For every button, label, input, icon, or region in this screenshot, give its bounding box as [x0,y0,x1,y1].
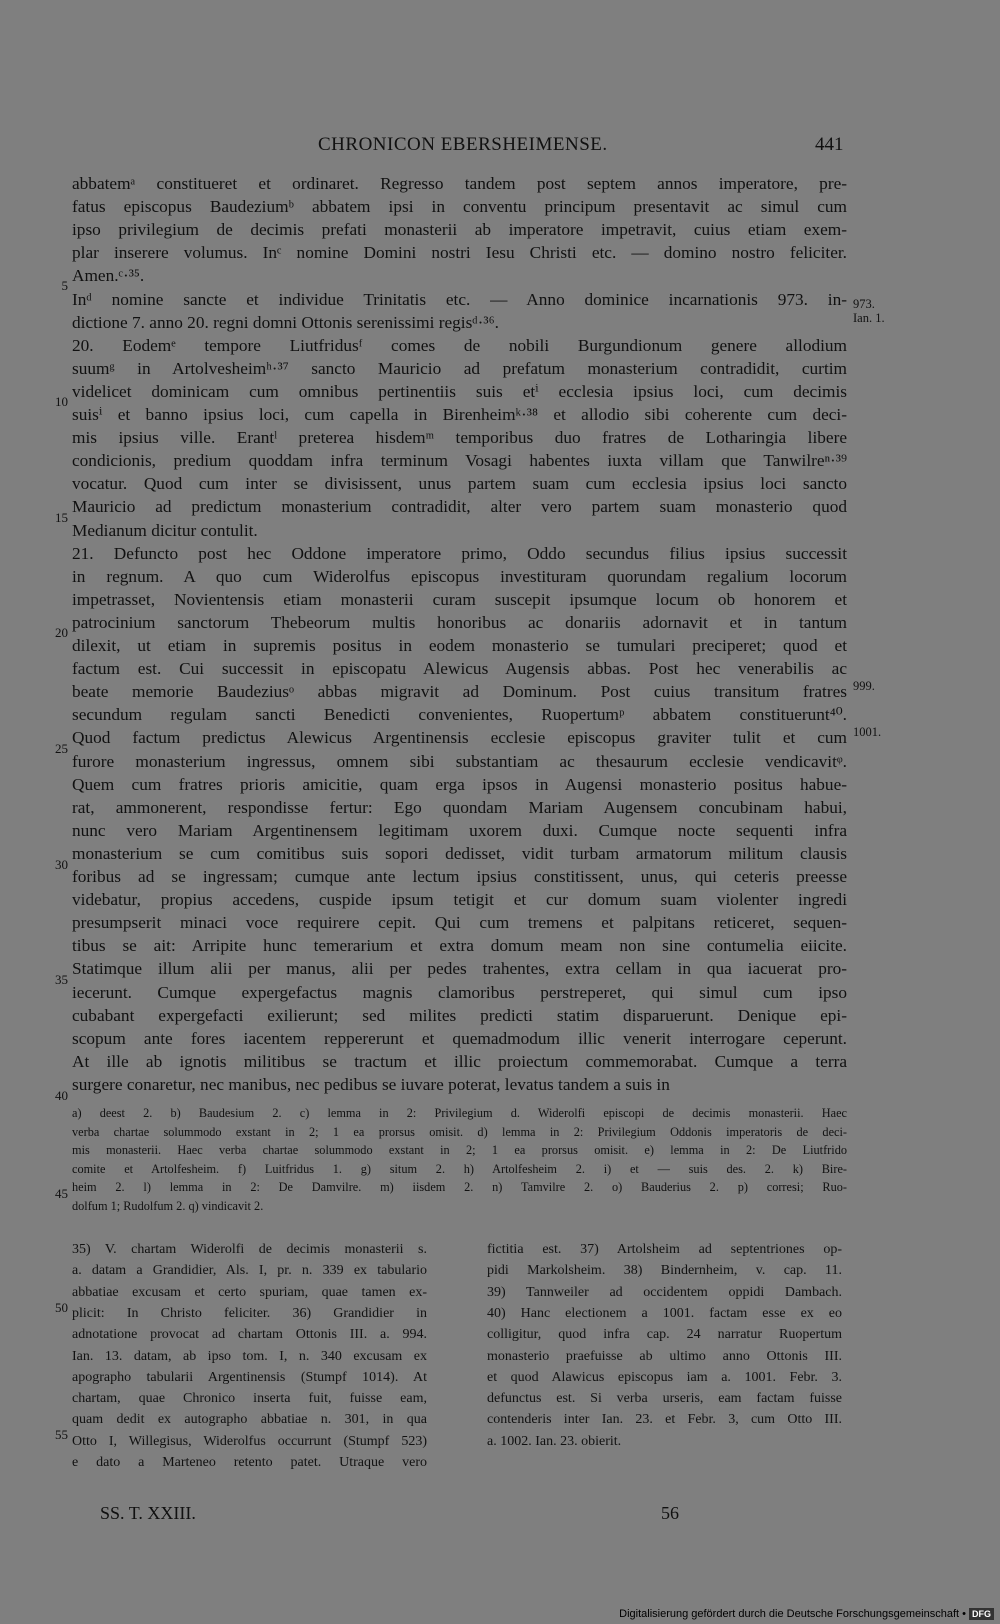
text-line: foribus ad se ingressam; cumque ante lectum ipsius constitissent, unus, qui ceteris preesse [72,867,847,886]
note-line: Ian. 13. datam, ab ipso tom. I, n. 340 excusam ex [72,1348,427,1364]
margin-date: Ian. 1. [853,311,885,325]
volume-signature: SS. T. XXIII. [100,1503,196,1523]
running-header [0,134,1000,158]
credit-text: Digitalisierung gefördert durch die Deutsche Forschungsgemeinschaft • [619,1608,966,1620]
text-line: Statimque illum alii per manus, alii per pedes trahentes, extra cellam in qua iacuerat pro- [72,959,847,979]
text-line: scopum ante fores iacentem reppererunt et quemadmodum illic venerit interrogare ceperunt. [72,1028,847,1048]
note-line: 35) V. chartam Widerolfi de decimis monasterii s. [72,1242,427,1257]
text-line: iecerunt. Cumque expergefactus magnis clamoribus perstreperet, qui simul cum ipso [72,982,847,1002]
apparatus-line: a) deest 2. b) Baudesium 2. c) lemma in 2: Privilegium d. Widerolfi episcopi de decimis monasterii. Haec [72,1106,847,1120]
text-line: videbatur, propius accedens, cuspide ipsum tetigit et cur domum suam violenter ingredi [72,890,847,910]
note-line: et quod Alawicus episcopus iam a. 1001. Febr. 3. [487,1369,842,1385]
page-number: 441 [815,134,844,155]
line-number: 5 [61,278,68,293]
note-line: 39) Tannweiler ad occidentem oppidi Dambach. [487,1284,842,1300]
text-line: vocatur. Quod cum inter se divisissent, unus partem suam cum ecclesia ipsius loci sancto [72,474,847,494]
apparatus-line: mis monasterii. Haec verba chartae solummodo exstant in 2; 1 ea prorsus omisit. e) lemma in 2: De Liutfrido [72,1143,847,1157]
note-line: a. 1002. Ian. 23. obierit. [487,1433,622,1449]
note-line: plicit: In Christo feliciter. 36) Grandidier in [72,1305,427,1321]
line-number: 45 [55,1186,68,1201]
text-line: abbatemᵃ constitueret et ordinaret. Regresso tandem post septem annos imperatore, pre- [72,174,847,193]
note-line: e dato a Marteneo retento patet. Utraque vero [72,1455,427,1470]
line-number: 25 [55,741,68,756]
line-number: 35 [55,972,68,987]
note-line: monasterio praefuisse ab ultimo anno Ottonis III. [487,1348,842,1364]
text-line: secundum regulam sancti Benedicti convenientes, Ruopertumᵖ abbatem constituerunt⁴⁰. [72,705,847,725]
text-line: mis ipsius ville. Erantˡ preterea hisdemᵐ temporibus duo fratres de Lotharingia libere [72,428,847,448]
text-line: suumᵍ in Artolvesheimʰ·³⁷ sancto Mauricio ad prefatum monasterium contradidit, curtim [72,358,847,378]
note-line: contenderis inter Ian. 23. et Febr. 3, cum Otto III. [487,1412,842,1428]
line-number: 55 [55,1427,68,1442]
text-line: Medianum dicitur contulit. [72,520,258,540]
line-number: 50 [55,1300,68,1315]
text-line: Quem cum fratres prioris amicitie, quam erga ipsos in Augensi monasterio positus habue- [72,774,847,794]
text-line: Amen.ᶜ·³⁵. [72,266,145,286]
text-line: At ille ab ignotis militibus se tractum et illic proiectum commemorabat. Cumque a terra [72,1051,847,1071]
running-title: CHRONICON EBERSHEIMENSE. [318,134,608,155]
text-line: presumpserit minaci voce requirere cepit. Qui cum tremens et palpitans reticeret, sequen- [72,913,847,933]
text-line: plar inserere volumus. Inᶜ nomine Domini nostri Iesu Christi etc. — domino nostro feliciter. [72,243,847,263]
text-line: Quod factum predictus Alewicus Argentinensis ecclesie episcopus graviter tulit et cum [72,728,847,748]
text-line: in regnum. A quo cum Widerolfus episcopus investituram quorundam regalium locorum [72,566,847,586]
note-line: 40) Hanc electionem a 1001. factam esse ex eo [487,1305,842,1321]
note-line: apographo tabularii Argentinensis (Stumpf 1014). At [72,1369,427,1385]
note-line: quam dedit ex autographo abbatiae n. 301, in qua [72,1412,427,1428]
line-number: 40 [55,1088,68,1103]
dfg-logo: DFG [969,1608,994,1620]
note-line: fictitia est. 37) Artolsheim ad septentriones op- [487,1242,842,1257]
text-line: videlicet dominicam cum omnibus pertinentiis suis etⁱ ecclesia ipsius loci, cum decimis [72,381,847,401]
note-line: a. datam a Grandidier, Als. I, pr. n. 339 ex tabulario [72,1263,427,1279]
text-line: monasterium se cum comitibus suis sopori dedisset, vidit turbam armatorum militum clausis [72,843,847,863]
line-number: 20 [55,625,68,640]
note-line: adnotatione provocat ad chartam Ottonis III. a. 994. [72,1327,427,1343]
text-line: condicionis, predium quoddam infra terminum Vosagi habentes iuxta villam que Tanwilreⁿ·³⁹ [72,451,847,471]
text-line: furore monasterium ingressus, omnem sibi substantiam ac thesaurum ecclesie vendicavitᵠ. [72,751,847,771]
text-line: Mauricio ad predictum monasterium contradidit, alter vero partem suam monasterio quod [72,497,847,517]
line-number: 30 [55,857,68,872]
note-line: pidi Markolsheim. 38) Bindernheim, v. cap. 11. [487,1263,842,1279]
text-line: surgere conaretur, nec manibus, nec pedibus se iuvare poterat, levatus tandem a suis in [72,1074,670,1094]
note-line: chartam, quae Chronico inserta fuit, fuisse eam, [72,1391,427,1407]
text-line: impetrasset, Novientensis etiam monasterii curam suscepit ipsumque locum ob honorem et [72,589,847,609]
text-line: nunc vero Mariam Argentinensem legitimam uxorem duxi. Cumque nocte sequenti infra [72,820,847,840]
margin-date: 1001. [853,725,882,739]
text-line: rat, ammonerent, respondisse fertur: Ego quondam Mariam Augensem concubinam habui, [72,797,847,817]
margin-date: 973. [853,297,875,311]
text-line: dilexit, ut etiam in supremis positus in eodem monasterio se tumulari preciperet; quod et [72,636,847,655]
text-line: dictione 7. anno 20. regni domni Ottonis serenissimi regisᵈ·³⁶. [72,312,499,332]
text-line: tibus se ait: Arripite hunc temerarium et extra domum meam non sine contumelia eiicite. [72,936,847,956]
text-line: cubabant expergefacti exilierunt; sed milites predicti statim disparuerunt. Denique epi- [72,1005,847,1025]
digitization-credit [619,1608,994,1620]
apparatus-line: verba chartae solummodo exstant in 2; 1 ea prorsus omisit. d) lemma in 2: Privilegium Oddonis imperatoris de deci- [72,1124,847,1139]
text-line: fatus episcopus Baudeziumᵇ abbatem ipsi in conventu principum presentavit ac simul cum [72,197,847,217]
text-line: 21. Defuncto post hec Oddone imperatore primo, Oddo secundus filius ipsius successit [72,543,847,563]
line-number: 10 [55,394,68,409]
text-line: beate memorie Baudeziusᵒ abbas migravit ad Dominum. Post cuius transitum fratres [72,682,847,702]
note-line: abbatiae excusam et certo spuriam, quae tamen ex- [72,1284,427,1300]
margin-date: 999. [853,679,875,693]
text-line: 20. Eodemᵉ tempore Liutfridusᶠ comes de nobili Burgundionum genere allodium [72,335,847,355]
text-line: suisⁱ et banno ipsius loci, cum capella in Birenheimᵏ·³⁸ et allodio sibi coherente cum deci- [72,405,847,424]
text-line: patrocinium sanctorum Thebeorum multis honoribus ac donariis adornavit et in tantum [72,612,847,632]
note-line: defunctus est. Si verba urseris, eam factam fuisse [487,1391,842,1407]
line-number: 15 [55,510,68,525]
apparatus-line: heim 2. l) lemma in 2: De Damvilre. m) iisdem 2. n) Tamvilre 2. o) Bauderius 2. p) corresi; Ruo- [72,1180,847,1194]
apparatus-line: dolfum 1; Rudolfum 2. q) vindicavit 2. [72,1198,264,1213]
text-line: ipso privilegium de decimis prefati monasterii ab imperatore impetravit, cuius etiam exem- [72,220,847,240]
text-line: Inᵈ nomine sancte et individue Trinitatis etc. — Anno dominice incarnationis 973. in- [72,289,847,309]
text-line: factum est. Cui successit in episcopatu Alewicus Augensis abbas. Post hec venerabilis ac [72,659,847,679]
note-line: colligitur, quod infra cap. 24 narratur Ruopertum [487,1327,842,1343]
sheet-number: 56 [661,1503,679,1523]
note-line: Otto I, Willegisus, Widerolfus occurrunt (Stumpf 523) [72,1433,427,1449]
apparatus-line: comite et Artolfesheim. f) Luitfridus 1. g) situm 2. h) Artolfesheim 2. i) et — suis des. 2. k) Bire- [72,1161,847,1176]
